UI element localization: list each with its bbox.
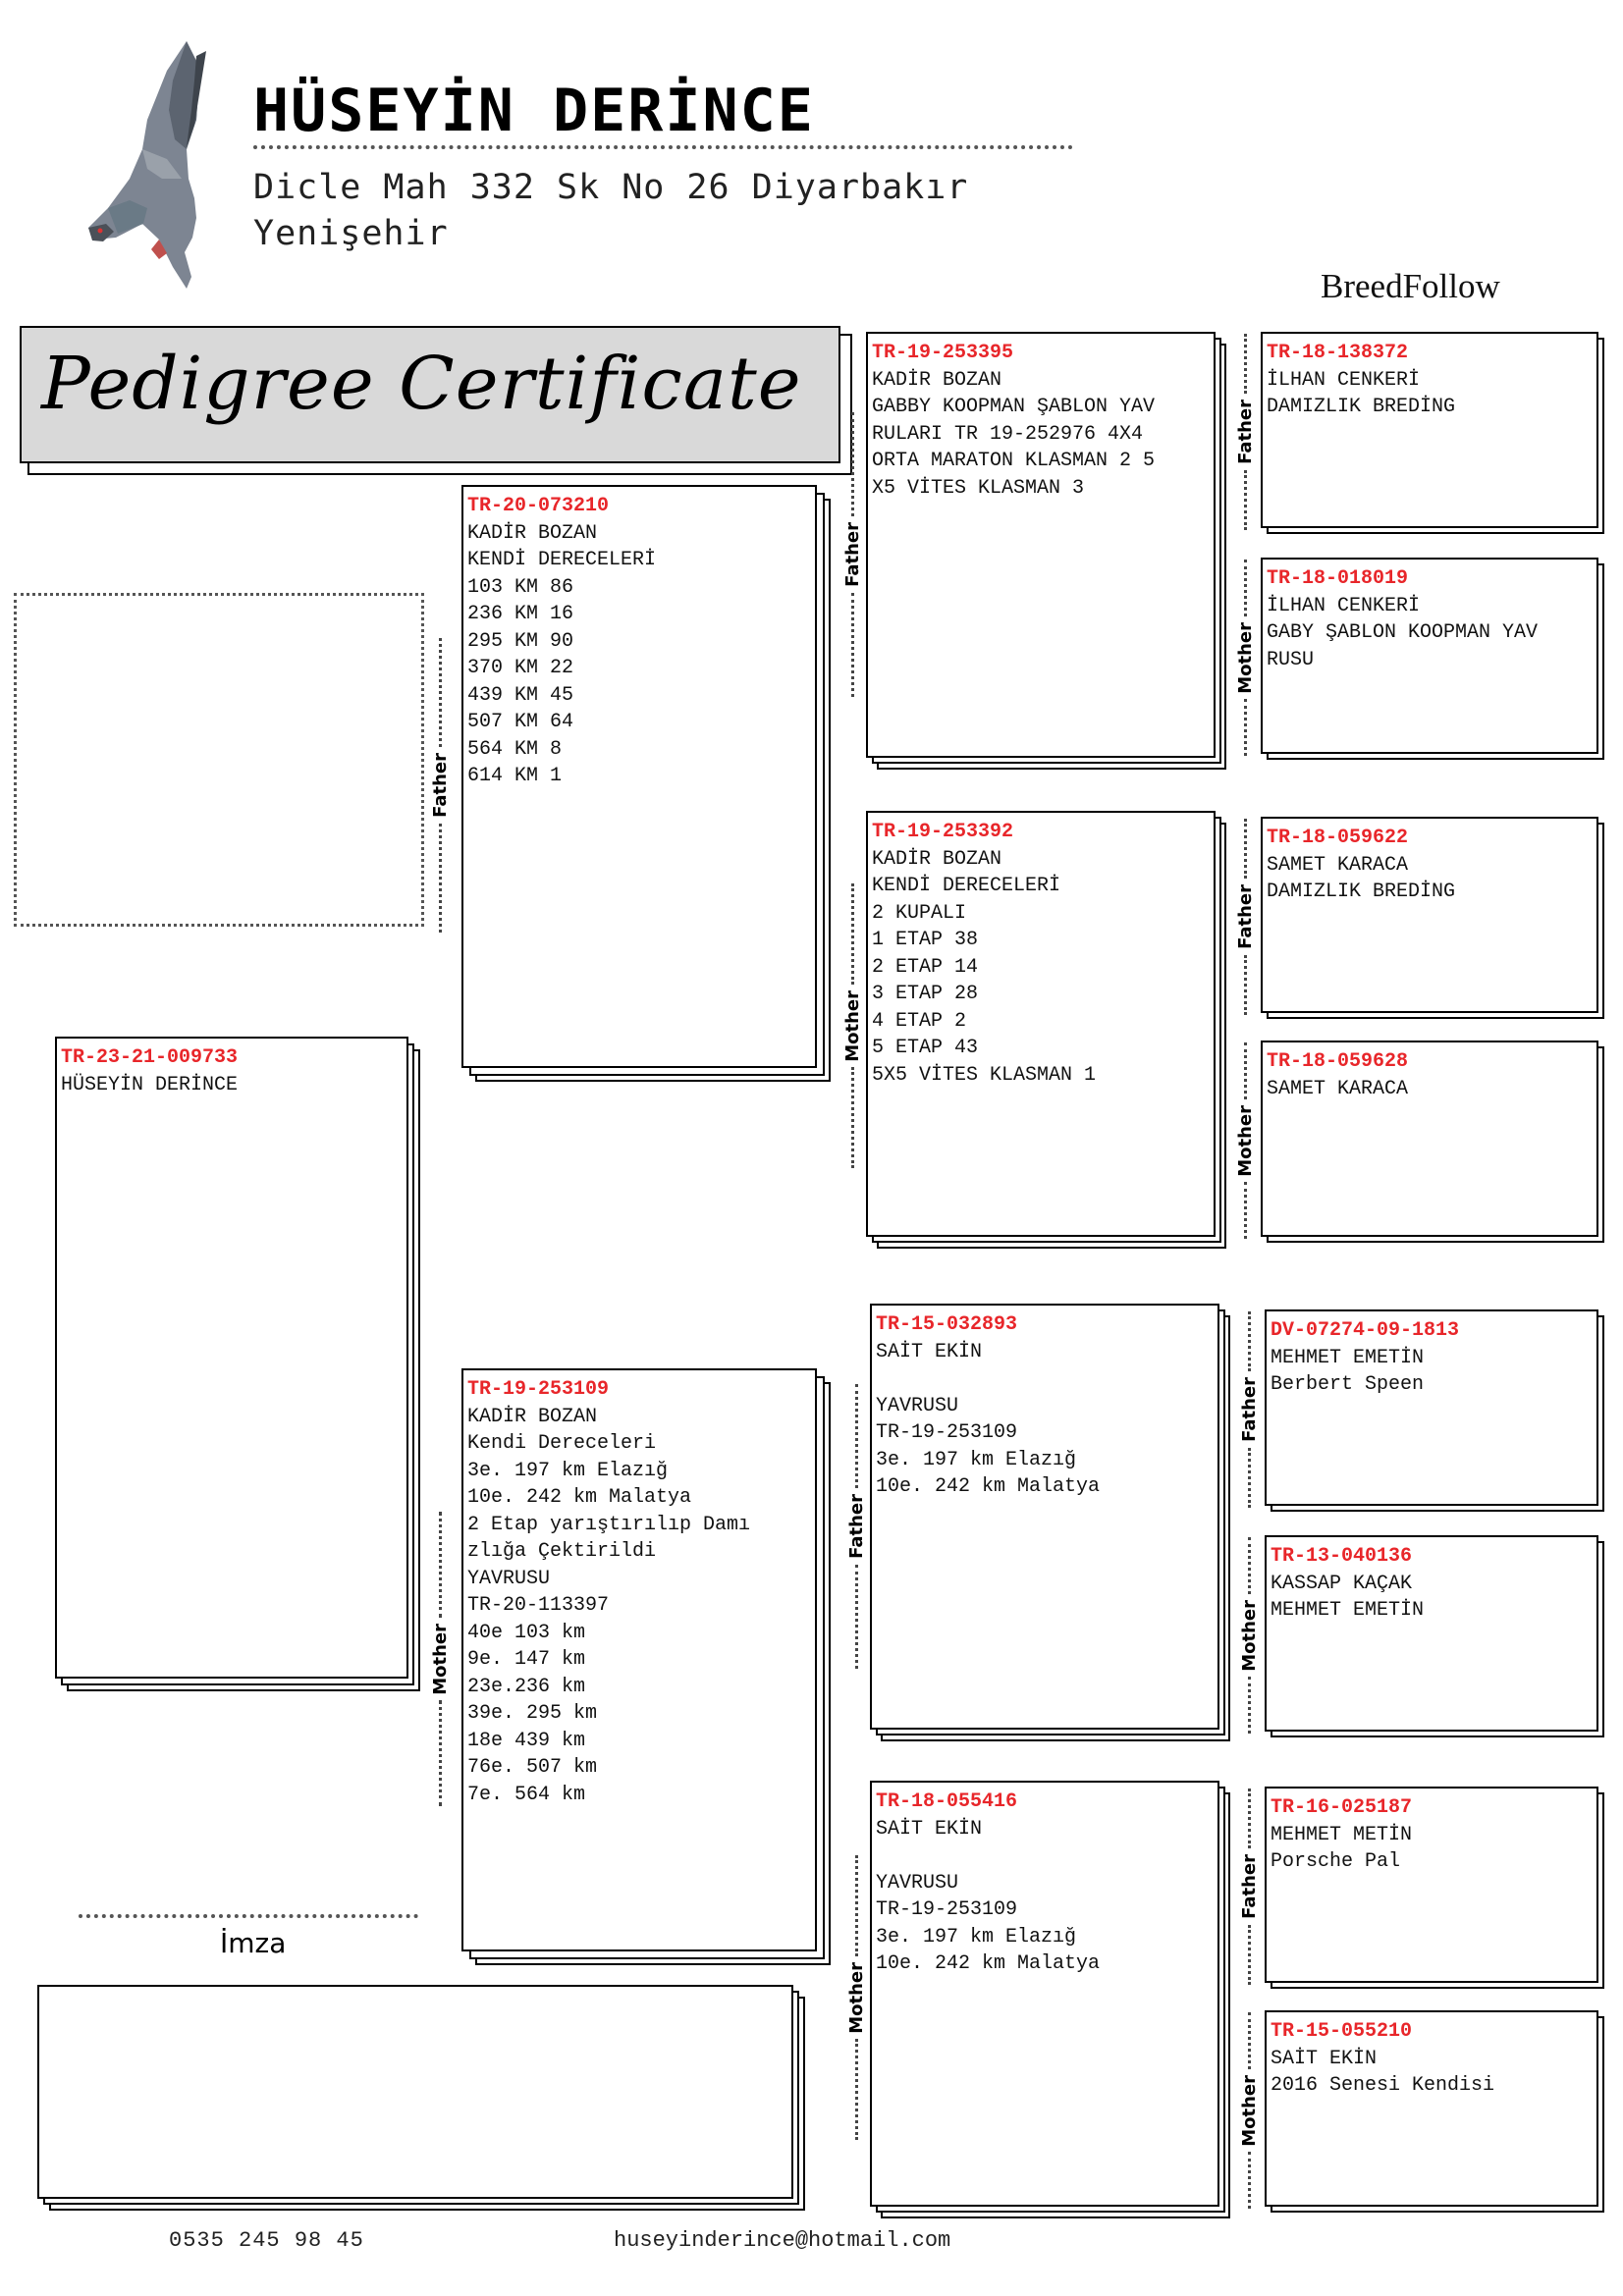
grandfather-paternal-box: [866, 332, 1216, 758]
pigeon-line: İLHAN CENKERİ: [1267, 368, 1421, 392]
owner-address: [253, 165, 968, 257]
great-grandparent-box: [1261, 558, 1598, 754]
pigeon-line: [876, 1365, 1214, 1393]
pigeon-line: zlığa Çektirildi: [467, 1540, 657, 1563]
pigeon-line: 4 ETAP 2: [872, 1009, 967, 1033]
grandmother-maternal-box: [870, 1781, 1219, 2207]
ring-number: TR-15-055210: [1271, 2020, 1413, 2043]
pigeon-line: YAVRUSU: [467, 1567, 551, 1590]
pigeon-line: 3e. 197 km Elazığ: [467, 1459, 669, 1482]
pigeon-line: 10e. 242 km Malatya: [876, 1952, 1101, 1975]
great-grandparent-box: [1261, 332, 1598, 528]
great-grandparent-box: [1261, 817, 1598, 1013]
pigeon-line: KENDİ DERECELERİ: [872, 875, 1061, 897]
great-grandparent-box: [1265, 1309, 1598, 1506]
pigeon-line: 507 KM 64: [467, 711, 574, 733]
pigeon-line: HÜSEYİN DERİNCE: [61, 1073, 239, 1096]
father-label: [428, 638, 452, 933]
pigeon-line: KADİR BOZAN: [872, 368, 1002, 392]
subject-box: [55, 1037, 408, 1679]
ring-number: TR-16-025187: [1271, 1796, 1413, 1819]
mother-label-text: Mother: [841, 989, 863, 1062]
pigeon-line: 39e. 295 km: [467, 1702, 598, 1725]
address-line-2: Yenişehir: [253, 214, 449, 253]
pigeon-line: 23e.236 km: [467, 1675, 586, 1698]
pigeon-line: SAMET KARACA: [1267, 1077, 1409, 1100]
ring-number: TR-23-21-009733: [61, 1046, 239, 1069]
ring-number: TR-13-040136: [1271, 1545, 1413, 1568]
pigeon-line: YAVRUSU: [876, 1871, 959, 1895]
pigeon-line: 439 KM 45: [467, 683, 574, 707]
pigeon-line: SAİT EKİN: [876, 1340, 983, 1363]
father-label: [840, 412, 864, 697]
owner-name: HÜSEYİN DERİNCE: [253, 77, 815, 145]
pigeon-line: 2 KUPALI: [872, 901, 967, 925]
pigeon-line: RUSU: [1267, 648, 1315, 671]
grandmother-paternal-box: [866, 811, 1216, 1237]
pigeon-line: 614 KM 1: [467, 765, 563, 787]
father-label: [1233, 334, 1257, 530]
father-label-text: Father: [1238, 1377, 1260, 1442]
pigeon-line: 10e. 242 km Malatya: [876, 1475, 1101, 1498]
ring-number: TR-19-253395: [872, 342, 1014, 364]
brand-name: BreedFollow: [1321, 267, 1500, 305]
pigeon-line: KADİR BOZAN: [872, 847, 1002, 871]
ring-number: TR-19-253392: [872, 821, 1014, 843]
pigeon-line: 2 Etap yarıştırılıp Damı: [467, 1513, 751, 1536]
ring-number: TR-19-253109: [467, 1378, 610, 1401]
pigeon-line: 564 KM 8: [467, 737, 563, 761]
notes-box: [37, 1985, 793, 2199]
pigeon-line: KASSAP KAÇAK: [1271, 1572, 1413, 1595]
pigeon-line: TR-19-253109: [876, 1898, 1018, 1921]
pigeon-line: GABBY KOOPMAN ŞABLON YAV: [872, 396, 1156, 418]
signature-line: [79, 1914, 418, 1918]
mother-label: [844, 1855, 868, 2140]
pigeon-line: 2 ETAP 14: [872, 955, 979, 979]
mother-label-text: Mother: [845, 1961, 867, 2034]
pigeon-logo: [49, 31, 245, 296]
pigeon-line: Berbert Speen: [1271, 1373, 1425, 1396]
father-label-text: Father: [845, 1494, 867, 1559]
pigeon-line: 295 KM 90: [467, 629, 574, 653]
pigeon-line: MEHMET EMETİN: [1271, 1346, 1425, 1369]
pigeon-line: 3 ETAP 28: [872, 983, 979, 1005]
pigeon-line: 1 ETAP 38: [872, 929, 979, 951]
pigeon-line: 3e. 197 km Elazığ: [876, 1448, 1077, 1471]
mother-label-text: Mother: [1234, 621, 1256, 694]
pigeon-line: 2016 Senesi Kendisi: [1271, 2074, 1495, 2097]
pigeon-line: [876, 1842, 1214, 1870]
certificate-title: Pedigree Certificate: [41, 342, 802, 426]
ring-number: TR-18-055416: [876, 1790, 1018, 1813]
father-label-text: Father: [1234, 400, 1256, 464]
ring-number: TR-18-018019: [1267, 567, 1409, 590]
pigeon-line: 5 ETAP 43: [872, 1037, 979, 1059]
mother-label-text: Mother: [429, 1623, 451, 1695]
pigeon-line: 9e. 147 km: [467, 1648, 586, 1671]
pigeon-line: TR-19-253109: [876, 1421, 1018, 1444]
pigeon-line: 103 KM 86: [467, 575, 574, 599]
mother-label: [840, 883, 864, 1168]
pigeon-line: 3e. 197 km Elazığ: [876, 1925, 1077, 1949]
owner-name-underline: [253, 145, 1073, 149]
address-line-1: Dicle Mah 332 Sk No 26 Diyarbakır: [253, 168, 969, 207]
pigeon-line: MEHMET METİN: [1271, 1823, 1413, 1846]
ring-number: DV-07274-09-1813: [1271, 1319, 1460, 1342]
pigeon-line: 370 KM 22: [467, 657, 574, 679]
pigeon-line: SAİT EKİN: [876, 1817, 983, 1841]
mother-label: [1237, 2012, 1261, 2209]
mother-label-text: Mother: [1238, 1599, 1260, 1672]
father-label-text: Father: [841, 522, 863, 587]
ring-number: TR-18-059622: [1267, 827, 1409, 849]
great-grandparent-box: [1265, 1787, 1598, 1983]
signature-label: İmza: [220, 1927, 287, 1959]
pigeon-line: TR-20-113397: [467, 1594, 610, 1617]
father-label: [1233, 819, 1257, 1015]
pigeon-line: KADİR BOZAN: [467, 521, 598, 545]
great-grandparent-box: [1261, 1041, 1598, 1237]
pigeon-line: SAMET KARACA: [1267, 853, 1409, 877]
ring-number: TR-18-138372: [1267, 342, 1409, 364]
pigeon-line: 10e. 242 km Malatya: [467, 1486, 692, 1509]
pigeon-line: KENDİ DERECELERİ: [467, 549, 657, 571]
pigeon-line: GABY ŞABLON KOOPMAN YAV: [1267, 621, 1539, 644]
pigeon-line: 236 KM 16: [467, 603, 574, 625]
mother-label: [1233, 560, 1257, 756]
pigeon-line: Kendi Dereceleri: [467, 1432, 657, 1455]
pigeon-line: KADİR BOZAN: [467, 1405, 598, 1428]
father-label: [1237, 1311, 1261, 1508]
pigeon-line: RULARI TR 19-252976 4X4: [872, 422, 1144, 446]
mother-label-text: Mother: [1238, 2074, 1260, 2147]
ring-number: TR-15-032893: [876, 1313, 1018, 1336]
pigeon-line: YAVRUSU: [876, 1394, 959, 1417]
pigeon-line: 5X5 VİTES KLASMAN 1: [872, 1063, 1097, 1087]
mother-label-text: Mother: [1234, 1104, 1256, 1177]
father-label-text: Father: [1234, 884, 1256, 949]
ring-number: TR-20-073210: [467, 495, 610, 517]
father-label-text: Father: [429, 753, 451, 818]
pigeon-line: MEHMET EMETİN: [1271, 1599, 1425, 1622]
father-box: [461, 485, 817, 1068]
footer-email: huseyinderince@hotmail.com: [614, 2228, 951, 2253]
father-label: [844, 1384, 868, 1669]
mother-box: [461, 1368, 817, 1951]
pigeon-line: Porsche Pal: [1271, 1850, 1401, 1873]
grandfather-maternal-box: [870, 1304, 1219, 1730]
pigeon-line: SAİT EKİN: [1271, 2047, 1378, 2070]
pigeon-line: ORTA MARATON KLASMAN 2 5: [872, 450, 1156, 472]
footer-phone: 0535 245 98 45: [169, 2228, 364, 2253]
great-grandparent-box: [1265, 2010, 1598, 2207]
photo-placeholder: [14, 593, 424, 927]
father-label-text: Father: [1238, 1854, 1260, 1919]
ring-number: TR-18-059628: [1267, 1050, 1409, 1073]
pigeon-line: 18e 439 km: [467, 1729, 586, 1752]
pigeon-line: DAMIZLIK BREDİNG: [1267, 396, 1456, 418]
great-grandparent-box: [1265, 1535, 1598, 1732]
mother-label: [1233, 1042, 1257, 1239]
pigeon-line: 40e 103 km: [467, 1621, 586, 1644]
mother-label: [1237, 1537, 1261, 1734]
pigeon-line: 76e. 507 km: [467, 1756, 598, 1779]
pigeon-line: DAMIZLIK BREDİNG: [1267, 881, 1456, 903]
father-label: [1237, 1789, 1261, 1985]
pigeon-line: 7e. 564 km: [467, 1783, 586, 1806]
pigeon-line: İLHAN CENKERİ: [1267, 594, 1421, 617]
mother-label: [428, 1512, 452, 1806]
pigeon-line: X5 VİTES KLASMAN 3: [872, 476, 1085, 500]
